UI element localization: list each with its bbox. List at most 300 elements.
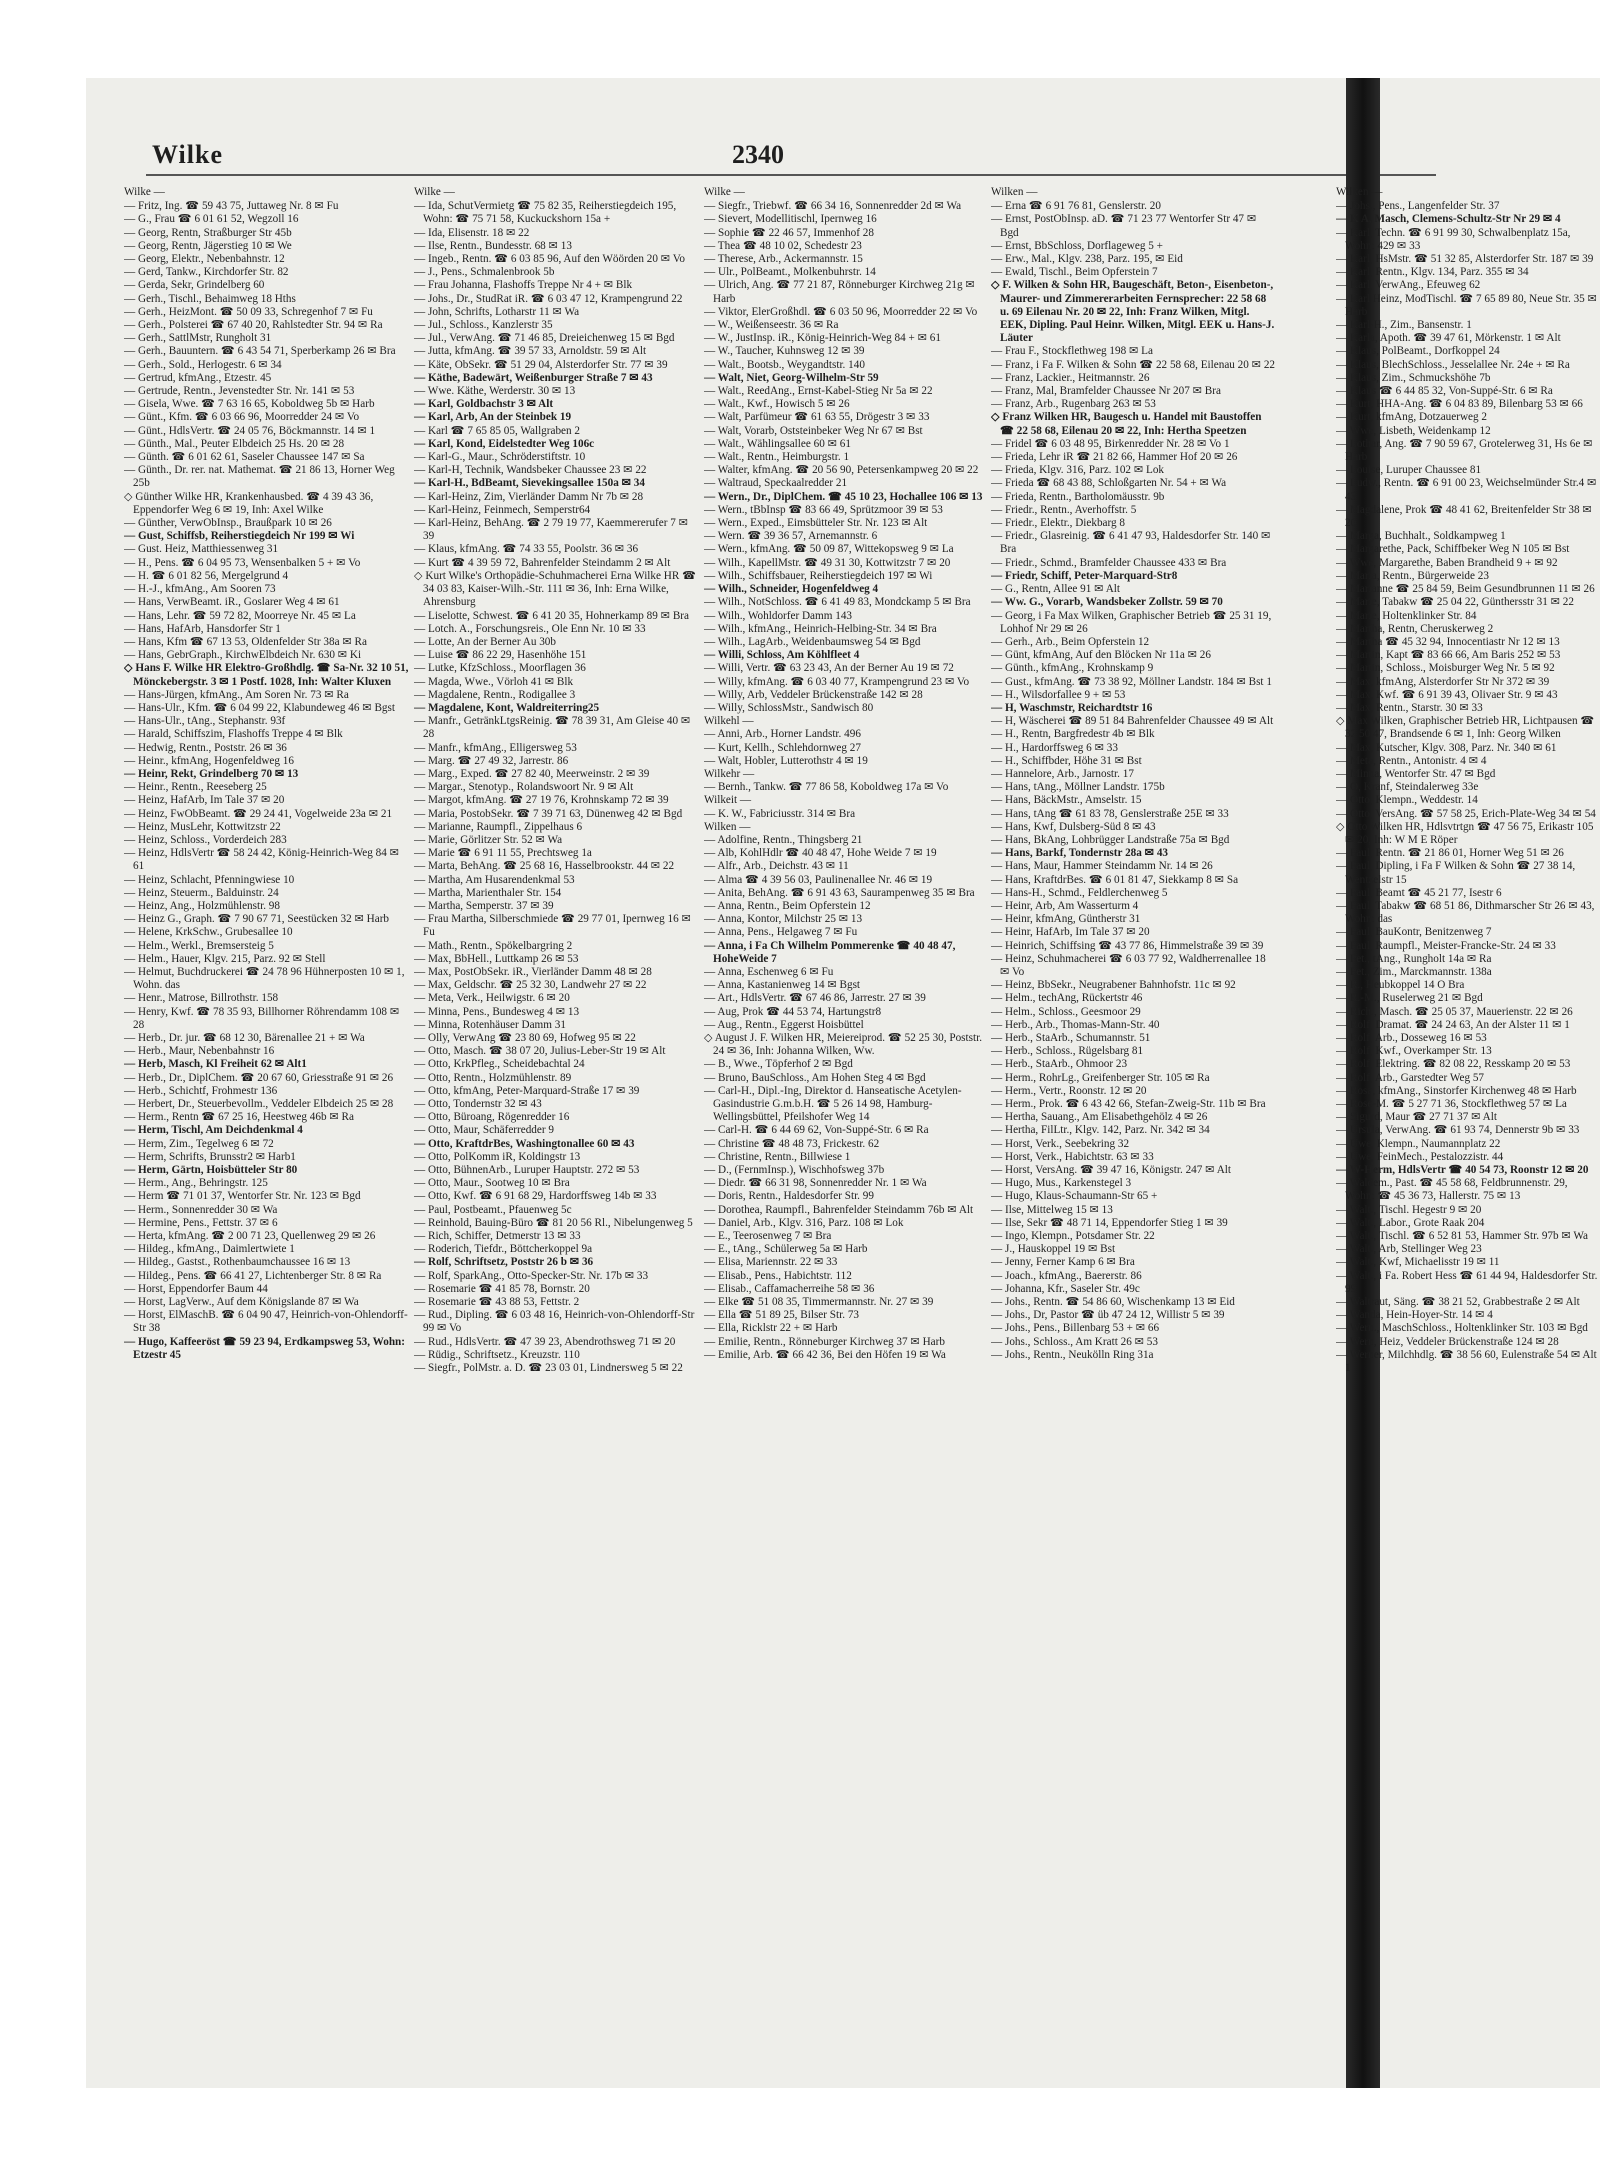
directory-entry: — Otto, VersAng. ☎ 57 58 25, Erich-Plate-Weg 34 ✉ 54 xyxy=(1336,807,1596,820)
directory-entry: — Walt., Rentn., Heimburgstr. 1 xyxy=(704,451,850,464)
directory-entry: Wilkeit — xyxy=(704,794,752,807)
directory-entry: — Karl-Heinz, Zim, Vierländer Damm Nr 7b ✉ 28 xyxy=(414,490,644,503)
directory-entry: — Henry, Kwf. ☎ 78 35 93, Billhorner Röhrendamm 108 ✉ 28 xyxy=(124,1005,400,1031)
directory-entry: — Hans-Ulr., tAng., Stephanstr. 93f xyxy=(124,715,286,728)
directory-entry: — Herb., Dr. jur. ☎ 68 12 30, Bärenallee 21 + ✉ Wa xyxy=(124,1032,365,1044)
directory-entry: — Anna, Rentn., Beim Opferstein 12 xyxy=(704,899,871,912)
directory-entry: — Gerda, Sekr, Grindelberg 60 xyxy=(124,279,265,292)
directory-page xyxy=(86,78,1600,2088)
directory-entry: — K A, Masch, Clemens-Schultz-Str Nr 29 ✉ 4 xyxy=(1336,213,1561,226)
directory-entry: — Rolf, Elektring. ☎ 82 08 22, Resskamp 20 ✉ 53 xyxy=(1336,1058,1571,1071)
directory-entry: — E., tAng., Schülerweg 5a ✉ Harb xyxy=(704,1243,868,1256)
directory-entry: — Fridel ☎ 6 03 48 95, Birkenredder Nr. 28 ✉ Vo 1 xyxy=(991,437,1230,450)
directory-entry: — Hildeg., Gastst., Rothenbaumchaussee 16 ✉ 13 xyxy=(124,1256,351,1269)
directory-entry: — Marg. ☎ 27 49 32, Jarrestr. 86 xyxy=(414,754,569,767)
directory-entry: — Alb, KohlHdlr ☎ 40 48 47, Hohe Weide 7 ✉ 19 xyxy=(704,847,937,860)
directory-entry: — Karl-Heinz, BehAng. ☎ 2 79 19 77, Kaemmererufer 7 ✉ 39 xyxy=(414,517,689,543)
directory-entry: — Helm., Schloss., Geesmoor 29 xyxy=(991,1005,1141,1018)
directory-entry: — Karla, Apoth. ☎ 39 47 61, Mörkenstr. 1 ✉ Alt xyxy=(1336,332,1561,345)
directory-entry: — Magdalene, Kont, Waldreiterring25 xyxy=(414,701,600,714)
directory-entry: — Georg, Rentn, Jägerstieg 10 ✉ We xyxy=(124,239,292,252)
directory-entry: — Fritz, Ing. ☎ 59 43 75, Juttaweg Nr. 8 ✉ Fu xyxy=(124,200,339,213)
directory-entry: — Karl, Rentn., Klgv. 134, Parz. 355 ✉ 34 xyxy=(1336,266,1529,279)
directory-entry: — Anna, i Fa Ch Wilhelm Pommerenke ☎ 40 48 47, HoheWeide 7 xyxy=(704,939,956,965)
directory-entry: — Walt, Hobler, Lutterothstr 4 ✉ 19 xyxy=(704,754,868,767)
directory-entry: — Käthe, Badewärt, Weißenburger Straße 7 ✉ 43 xyxy=(414,371,653,384)
directory-entry: — Johs., Pens., Billenbarg 53 + ✉ 66 xyxy=(991,1322,1160,1335)
directory-entry: — Hans, Kfm ☎ 67 13 53, Oldenfelder Str 38a ✉ Ra xyxy=(124,635,367,648)
directory-entry: — Herbert, Dr., Steuerbevollm., Veddeler Elbdeich 25 ✉ 28 xyxy=(124,1098,394,1111)
directory-entry: — Günth., Mal., Peuter Elbdeich 25 Hs. 20 ✉ 28 xyxy=(124,437,345,450)
directory-entry: — Otto, Masch. ☎ 38 07 20, Julius-Leber-Str 19 ✉ Alt xyxy=(414,1045,666,1058)
directory-entry: — Ingo, Klempn., Potsdamer Str. 22 xyxy=(991,1230,1155,1243)
directory-entry: — Manfr., kfmAng., Elligersweg 53 xyxy=(414,741,577,754)
directory-entry: — Max, Rentn., Starstr. 30 ✉ 33 xyxy=(1336,701,1483,714)
directory-entry: — Günth. ☎ 6 01 62 61, Saseler Chaussee 147 ✉ Sa xyxy=(124,451,365,464)
directory-entry: — Heinz G., Graph. ☎ 7 90 67 71, Seestücken 32 ✉ Harb xyxy=(124,913,390,926)
directory-entry: — Karl, Goldbachstr 3 ✉ Alt xyxy=(414,398,554,411)
directory-entry: — Elisab., Pens., Habichtstr. 112 xyxy=(704,1269,852,1282)
directory-entry: — Ludw., Rentn. ☎ 6 91 00 23, Weichselmünder Str.4 ✉ 43 xyxy=(1336,477,1597,503)
directory-entry: — Wilh., LagArb., Weidenbaumsweg 54 ✉ Bgd xyxy=(704,635,921,648)
directory-entry: — Erna ☎ 6 91 76 81, Genslerstr. 20 xyxy=(991,200,1161,213)
directory-entry: — Harald, Schiffszim, Flashoffs Treppe 4 ✉ Blk xyxy=(124,728,343,741)
directory-entry: — Hans, Lehr. ☎ 59 72 82, Moorreye Nr. 45 ✉ La xyxy=(124,609,356,622)
directory-entry: Wilken — xyxy=(704,820,751,833)
column-3 xyxy=(704,186,989,2066)
directory-entry: — Rosa, kfmAng., Sinstorfer Kirchenweg 48 ✉ Harb xyxy=(1336,1084,1577,1097)
directory-entry: — Margar., Stenotyp., Rolandswoort Nr. 9 ✉ Alt xyxy=(414,781,634,794)
directory-entry: — W., JustInsp. iR., König-Heinrich-Weg 84 + ✉ 61 xyxy=(704,332,941,345)
directory-entry: — Max, kfmAng, Alsterdorfer Str Nr 372 ✉ 39 xyxy=(1336,675,1550,688)
directory-entry: — D., (FernmInsp.), Wischhofsweg 37b xyxy=(704,1164,885,1177)
directory-entry: — Herm ☎ 71 01 37, Wentorfer Str. Nr. 123 ✉ Bgd xyxy=(124,1190,361,1203)
directory-entry: — Günt, kfmAng, Auf den Blöcken Nr 11a ✉ 26 xyxy=(991,649,1211,662)
directory-entry: — Hans, Barkf, Tondernstr 28a ✉ 43 xyxy=(991,847,1169,860)
directory-entry: — Karl, Kond, Eidelstedter Weg 106c xyxy=(414,437,595,450)
directory-entry: — E., Teerosenweg 7 ✉ Bra xyxy=(704,1230,832,1243)
directory-entry: — Magdalene, Prok ☎ 48 41 62, Breitenfelder Str 38 ✉ 20 xyxy=(1336,503,1592,530)
directory-entry: — R., Heubkoppel 14 O Bra xyxy=(1336,979,1465,992)
directory-entry: — Henr., Matrose, Billrothstr. 158 xyxy=(124,992,279,1005)
column-head: Wilken — xyxy=(1336,186,1383,198)
directory-entry: — R.-M., Ruselerweg 21 ✉ Bgd xyxy=(1336,992,1483,1005)
directory-entry: ◇ Franz Wilken HR, Baugesch u. Handel mit Baustoffen ☎ 22 58 68, Eilenau 20 ✉ 22, Inh: Hertha Speetzen xyxy=(991,411,1262,437)
directory-entry: — Käte, ObSekr. ☎ 51 29 04, Alsterdorfer Str. 77 ✉ 39 xyxy=(414,358,668,371)
directory-entry: — Marie, Tabakw ☎ 25 04 22, Günthersstr 31 ✉ 22 xyxy=(1336,596,1574,609)
directory-entry: — Ella ☎ 51 89 25, Bilser Str. 73 xyxy=(704,1309,860,1322)
directory-entry: — Uwe, FeinMech., Pestalozzistr. 44 xyxy=(1336,1150,1504,1163)
directory-entry: — Christine ☎ 48 48 73, Frickestr. 62 xyxy=(704,1137,880,1150)
directory-entry: — J., Hauskoppel 19 ✉ Bst xyxy=(991,1243,1116,1256)
directory-entry: — Aug., Rentn., Eggerst Hoisbüttel xyxy=(704,1018,864,1031)
directory-entry: — Franz, Mal, Bramfelder Chaussee Nr 207 ✉ Bra xyxy=(991,385,1221,398)
directory-entry: — Siegfr., Triebwf. ☎ 66 34 16, Sonnenredder 2d ✉ Wa xyxy=(704,200,962,213)
directory-entry: — Walt., Kwf, Michaelisstr 19 ✉ 11 xyxy=(1336,1256,1500,1269)
directory-entry: — Ida, SchutVermietg ☎ 75 82 35, Reiherstiegdeich 195, Wohn: ☎ 75 71 58, Kuckuckshorn 15a + xyxy=(414,200,677,226)
directory-entry: — Gisela, Wwe. ☎ 7 63 16 65, Koboldweg 5b ✉ Harb xyxy=(124,398,375,411)
directory-entry: — Hedwig, Rentn., Poststr. 26 ✉ 36 xyxy=(124,741,287,754)
directory-entry: — Heinz, BbSekr., Neugrabener Bahnhofstr. 11c ✉ 92 xyxy=(991,979,1236,992)
directory-entry: — Marg., Exped. ☎ 27 82 40, Meerweinstr. 2 ✉ 39 xyxy=(414,767,650,780)
directory-entry: — Karl, VerwAng., Efeuweg 62 xyxy=(1336,279,1481,292)
directory-entry: — Roderich, Tiefdr., Böttcherkoppel 9a xyxy=(414,1243,593,1256)
directory-entry: — Walt., ReedAng., Ernst-Kabel-Stieg Nr 5a ✉ 22 xyxy=(704,385,933,398)
directory-entry: — H. ☎ 6 01 82 56, Mergelgrund 4 xyxy=(124,569,289,582)
directory-entry: — Waltraud, Speckaalredder 21 xyxy=(704,477,848,490)
directory-entry: — Wilh., Schiffsbauer, Reiherstiegdeich 197 ✉ Wi xyxy=(704,569,933,582)
directory-entry: — Heinz, MusLehr, Kottwitzstr 22 xyxy=(124,820,281,833)
directory-entry: — W., Taucher, Kuhnsweg 12 ✉ 39 xyxy=(704,345,865,358)
directory-entry: — Ida, Elisenstr. 18 ✉ 22 xyxy=(414,226,530,239)
directory-entry: — Meta, Rentn., Antonistr. 4 ✉ 4 xyxy=(1336,754,1487,767)
directory-entry: — Werner, Milchhdlg. ☎ 38 56 60, Eulenstraße 54 ✉ Alt 1 xyxy=(1336,1348,1597,1375)
directory-entry: — Hans, HafArb, Hansdorfer Str 1 xyxy=(124,622,281,635)
column-head: Wilken — xyxy=(991,186,1038,198)
directory-entry: — Otto, Klempn., Weddestr. 14 xyxy=(1336,794,1478,807)
directory-entry: — Georg, i Fa Max Wilken, Graphischer Betrieb ☎ 25 31 19, Lohhof Nr 29 ✉ 26 xyxy=(991,609,1272,635)
directory-entry: — Kurt, HHA-Ang. ☎ 6 04 83 89, Bilenbarg 53 ✉ 66 xyxy=(1336,398,1583,411)
directory-entry: — Kurt ☎ 4 39 59 72, Bahrenfelder Steindamm 2 ✉ Alt xyxy=(414,556,671,569)
directory-entry: — Gust. Heiz, Matthiessenweg 31 xyxy=(124,543,279,556)
page-number: 2340 xyxy=(732,140,784,169)
directory-entry: — Herm, Schrifts, Brunsstr2 ✉ Harb1 xyxy=(124,1150,296,1163)
directory-entry: — Herb., StaArb., Schumannstr. 51 xyxy=(991,1032,1151,1044)
directory-entry: — Walt., Bootsb., Weygandtstr. 140 xyxy=(704,358,865,371)
directory-entry: — Rich., Masch. ☎ 25 05 37, Mauerienstr. 22 ✉ 26 xyxy=(1336,1005,1573,1018)
directory-entry: — Gerh., HeizMont. ☎ 50 09 33, Schregenhof 7 ✉ Fu xyxy=(124,305,373,318)
directory-entry: — Hildeg., Pens. ☎ 66 41 27, Lichtenberger Str. 8 ✉ Ra xyxy=(124,1269,382,1282)
directory-entry: — Hans, GebrGraph., KirchwElbdeich Nr. 630 ✉ Ki xyxy=(124,649,362,662)
directory-entry: — Max, PostObSekr. iR., Vierländer Damm 48 ✉ 28 xyxy=(414,965,652,978)
directory-entry: — Emilie, Arb. ☎ 66 42 36, Bei den Höfen 19 ✉ Wa xyxy=(704,1348,946,1361)
directory-entry: — Hans, KraftdrBes. ☎ 6 01 81 47, Siekkamp 8 ✉ Sa xyxy=(991,873,1239,886)
directory-entry: — Maria, Rentn., Bürgerweide 23 xyxy=(1336,569,1489,582)
directory-entry: — Friedr., Rentn., Averhoffstr. 5 xyxy=(991,503,1137,516)
directory-entry: — Paul, Beamt ☎ 45 21 77, Isestr 6 xyxy=(1336,886,1502,899)
directory-entry: — Herm., Prok. ☎ 6 43 42 66, Stefan-Zweig-Str. 11b ✉ Bra xyxy=(991,1098,1266,1111)
directory-entry: — Frieda, Rentn., Bartholomäusstr. 9b xyxy=(991,490,1165,503)
directory-entry: — Thea ☎ 48 10 02, Schedestr 23 xyxy=(704,239,862,252)
directory-entry: — Karl Heinz, ModTischl. ☎ 7 65 89 80, Neue Str. 35 ✉ Harb xyxy=(1336,292,1597,318)
directory-entry: — Rolf, Arb., Dosseweg 16 ✉ 53 xyxy=(1336,1032,1487,1044)
directory-entry: — Friedr., Elektr., Diekbarg 8 xyxy=(991,517,1126,530)
directory-entry: — Louise, Luruper Chaussee 81 xyxy=(1336,464,1482,477)
directory-entry: — Herb., StaArb., Ohmoor 23 xyxy=(991,1058,1128,1071)
directory-entry: — Walt, Vorarb, Oststeinbeker Weg Nr 67 ✉ Bst xyxy=(704,424,923,437)
directory-entry: — Bruno, BauSchloss., Am Hohen Steg 4 ✉ Bgd xyxy=(704,1071,926,1084)
directory-entry: — Max, Kutscher, Klgv. 308, Parz. Nr. 340 ✉ 61 xyxy=(1336,741,1557,754)
directory-entry: — Günt., HdlsVertr. ☎ 24 05 76, Böckmannstr. 14 ✉ 1 xyxy=(124,424,376,437)
directory-entry: — H., Hardorffsweg 6 ✉ 33 xyxy=(991,741,1118,754)
directory-entry: — Anna, Kastanienweg 14 ✉ Bgst xyxy=(704,979,861,992)
directory-entry: — Sigurd, Maur ☎ 27 71 37 ✉ Alt xyxy=(1336,1111,1497,1124)
directory-entry: — Carl-H. ☎ 6 44 69 62, Von-Suppé-Str. 6 ✉ Ra xyxy=(704,1124,929,1137)
directory-entry: — Ewald, Tischl., Beim Opferstein 7 xyxy=(991,266,1158,279)
directory-entry: — Otto, KrkPfleg., Scheidebachtal 24 xyxy=(414,1058,585,1071)
directory-entry: — Elisab., Caffamacherreihe 58 ✉ 36 xyxy=(704,1282,875,1295)
directory-entry: — Wwe, Margarethe, Baben Brandheid 9 + ✉ 92 xyxy=(1336,556,1558,569)
directory-entry: — Hans-Ulr., Kfm. ☎ 6 04 99 22, Klabundeweg 46 ✉ Bgst xyxy=(124,701,395,714)
directory-entry: — Otto, KraftdrBes, Washingtonallee 60 ✉ 43 xyxy=(414,1137,635,1150)
directory-entry: — Frau Johanna, Flashoffs Treppe Nr 4 + ✉ Blk xyxy=(414,279,633,292)
directory-entry: — Hertha, Sauang., Am Elisabethgehölz 4 ✉ 26 xyxy=(991,1111,1208,1124)
directory-entry: — Joach., kfmAng., Baererstr. 86 xyxy=(991,1269,1142,1282)
directory-entry: — Ulrich, Ang. ☎ 77 21 87, Rönneburger Kirchweg 21g ✉ Harb xyxy=(704,279,975,305)
directory-entry: — Alfr., Arb., Deichstr. 43 ✉ 11 xyxy=(704,860,849,873)
directory-entry: — Rüdig., Schriftsetz., Kreuzstr. 110 xyxy=(414,1348,580,1361)
directory-entry: — Johs., Pens., Langenfelder Str. 37 xyxy=(1336,200,1500,213)
column-head: Wilke — xyxy=(704,186,745,198)
directory-entry: — Luise ☎ 86 22 29, Hasenhöhe 151 xyxy=(414,649,587,662)
directory-entry: — Karl-H., Zim., Bansenstr. 1 xyxy=(1336,319,1472,332)
directory-entry: — Bernh., Tankw. ☎ 77 86 58, Koboldweg 17a ✉ Vo xyxy=(704,781,949,794)
directory-entry: — Anita, BehAng. ☎ 6 91 43 63, Saurampenweg 35 ✉ Bra xyxy=(704,886,975,899)
directory-entry: — Rud., HdlsVertr. ☎ 47 39 23, Abendrothsweg 71 ✉ 20 xyxy=(414,1335,676,1348)
directory-entry: — Paul, Postbeamt., Pfauenweg 5c xyxy=(414,1203,572,1216)
directory-entry: — Ursula, VerwAng. ☎ 61 93 74, Dennerstr 9b ✉ 33 xyxy=(1336,1124,1580,1137)
directory-entry: — Johs., Rentn., Neukölln Ring 31a xyxy=(991,1348,1154,1361)
directory-entry: — Gust, Schiffsb, Reiherstiegdeich Nr 199 ✉ Wi xyxy=(124,530,355,543)
directory-entry: — Erw., Mal., Klgv. 238, Parz. 195, ✉ Eid xyxy=(991,253,1183,266)
directory-entry: — Hugo, Kaffeeröst ☎ 59 23 94, Erdkampsweg 53, Wohn: Etzestr 45 xyxy=(124,1335,405,1361)
directory-entry: — Lothar, Ang. ☎ 7 90 59 67, Grotelerweg 31, Hs 6e ✉ Harb xyxy=(1336,437,1593,464)
directory-entry: — Paul, Dipling, i Fa F Wilken & Sohn ☎ 27 38 14, Wentzelstr 15 xyxy=(1336,860,1576,886)
directory-entry: — Wern. ☎ 39 36 57, Arnemannstr. 6 xyxy=(704,530,878,543)
directory-entry: — Math., Rentn., Spökelbargring 2 xyxy=(414,939,573,952)
directory-entry: — Uwe, Klempn., Naumannplatz 22 xyxy=(1336,1137,1501,1150)
directory-entry: — W., Weißenseestr. 36 ✉ Ra xyxy=(704,319,839,332)
directory-entry: — Otto, Maur, Schäferredder 9 xyxy=(414,1124,554,1137)
directory-entry: — Klaus ☎ 6 44 85 32, Von-Suppé-Str. 6 ✉ Ra xyxy=(1336,385,1553,398)
directory-entry: — Helm., techAng, Rückertstr 46 xyxy=(991,992,1143,1005)
directory-entry: — Walt., Labor., Grote Raak 204 xyxy=(1336,1216,1485,1229)
directory-entry: — Max, Kwf. ☎ 6 91 39 43, Olivaer Str. 9 ✉ 43 xyxy=(1336,688,1558,701)
directory-entry: — Johs., Rentn. ☎ 54 86 60, Wischenkamp 13 ✉ Eid xyxy=(991,1296,1235,1309)
directory-entry: — Gerh., Polsterei ☎ 67 40 20, Rahlstedter Str. 94 ✉ Ra xyxy=(124,319,383,332)
directory-entry: — Elke ☎ 51 08 35, Timmermannstr. Nr. 27 ✉ 39 xyxy=(704,1296,934,1309)
directory-entry: Wilkehr — xyxy=(704,767,755,780)
directory-entry: — Horst, ElMaschB. ☎ 6 04 90 47, Heinrich-von-Ohlendorff-Str 38 xyxy=(124,1309,408,1335)
directory-entry: — H., Rentn, Bargfredestr 4b ✉ Blk xyxy=(991,728,1155,741)
directory-entry: — Willi, Vertr. ☎ 63 23 43, An der Berner Au 19 ✉ 72 xyxy=(704,662,954,675)
directory-entry: — Franz, Arb., Rugenbarg 263 ✉ 53 xyxy=(991,398,1156,411)
directory-entry: — Herb., Dr., DiplChem. ☎ 20 67 60, Griesstraße 91 ✉ 26 xyxy=(124,1071,394,1084)
directory-entry: — Georg, Elektr., Nebenbahnstr. 12 xyxy=(124,253,285,266)
directory-entry: — Wern., kfmAng. ☎ 50 09 87, Wittekopsweg 9 ✉ La xyxy=(704,543,954,556)
directory-entry: — Herm., Vertr., Roonstr. 12 ✉ 20 xyxy=(991,1084,1147,1097)
directory-entry: — Heinz, Steuerm., Balduinstr. 24 xyxy=(124,886,279,899)
directory-entry: — Sievert, Modellitischl, Ipernweg 16 xyxy=(704,213,877,226)
directory-entry: — Friedr., Glasreinig. ☎ 6 41 47 93, Haldesdorfer Str. 140 ✉ Bra xyxy=(991,530,1271,556)
directory-entry: Wilkehl — xyxy=(704,715,754,728)
directory-entry: — Karl-Heinz, Feinmech, Semperstr64 xyxy=(414,503,591,516)
directory-entry: — Reinhold, Bauing-Büro ☎ 81 20 56 Rl., Nibelungenweg 5 xyxy=(414,1216,693,1229)
directory-entry: ◇ August J. F. Wilken HR, Meiereiprod. ☎ 52 25 30, Poststr. 24 ✉ 36, Inh: Johanna Wilken, Ww. xyxy=(704,1032,982,1058)
directory-entry: — Ww. G., Vorarb, Wandsbeker Zollstr. 59 ✉ 70 xyxy=(991,596,1223,609)
directory-entry: — Heinr, kfmAng, Güntherstr 31 xyxy=(991,913,1141,926)
directory-entry: — Karl-H, Technik, Wandsbeker Chaussee 23 ✉ 22 xyxy=(414,464,647,477)
directory-entry: — Kurt, Kellh., Schlehdornweg 27 xyxy=(704,741,861,754)
directory-entry: — Diedr. ☎ 66 31 98, Sonnenredder Nr. 1 ✉ Wa xyxy=(704,1177,927,1190)
directory-entry: — Ernst, PostObInsp. aD. ☎ 71 23 77 Wentorfer Str 47 ✉ Bgd xyxy=(991,213,1257,239)
directory-entry: — Jutta, kfmAng. ☎ 39 57 33, Arnoldstr. 59 ✉ Alt xyxy=(414,345,647,358)
directory-entry: — Herb., Maur, Nebenbahnstr 16 xyxy=(124,1045,275,1058)
directory-entry: — Martha, Am Husarendenkmal 53 xyxy=(414,873,575,886)
directory-entry: ◇ Günther Wilke HR, Krankenhausbed. ☎ 4 39 43 36, Eppendorfer Weg 6 ✉ 19, Inh: Axel Wilke xyxy=(124,490,374,516)
directory-entry: — Frieda, Klgv. 316, Parz. 102 ✉ Lok xyxy=(991,464,1165,477)
directory-entry: — Art., HdlsVertr. ☎ 67 46 86, Jarrestr. 27 ✉ 39 xyxy=(704,992,926,1005)
directory-entry: — Walter, kfmAng. ☎ 20 56 90, Petersenkampweg 20 ✉ 22 xyxy=(704,464,979,477)
directory-entry: — H, Wäscherei ☎ 89 51 84 Bahrenfelder Chaussee 49 ✉ Alt xyxy=(991,715,1274,728)
directory-entry: — Otto, Kwf. ☎ 6 91 68 29, Hardorffsweg 14b ✉ 33 xyxy=(414,1190,657,1203)
directory-entry: — Walt, Parfümeur ☎ 61 63 55, Drögestr 3 ✉ 33 xyxy=(704,411,930,424)
directory-entry: — Klaus, PolBeamt., Dorfkoppel 24 xyxy=(1336,345,1500,358)
directory-entry: — Otto, kfmAng, Peter-Marquard-Straße 17 ✉ 39 xyxy=(414,1084,640,1097)
directory-entry: — Hans, Kwf, Dulsberg-Süd 8 ✉ 43 xyxy=(991,820,1156,833)
directory-entry: — Frieda, Lehr iR ☎ 21 82 66, Hammer Hof 20 ✉ 26 xyxy=(991,451,1238,464)
directory-entry: — Heinz, Schlacht, Pfenningwiese 10 xyxy=(124,873,295,886)
directory-entry: — Kurt, kfmAng, Dotzauerweg 2 xyxy=(1336,411,1487,424)
directory-entry: — Gust., kfmAng. ☎ 73 38 92, Möllner Landstr. 184 ✉ Bst 1 xyxy=(991,675,1272,688)
directory-entry: — Karl, Arb, An der Steinbek 19 xyxy=(414,411,572,424)
directory-entry: — Paul, Raumpfl., Meister-Francke-Str. 24 ✉ 33 xyxy=(1336,939,1556,952)
directory-entry: — Anna, Eschenweg 6 ✉ Fu xyxy=(704,965,834,978)
directory-entry: — Walt., i Fa. Robert Hess ☎ 61 44 94, Haldesdorfer Str. 99 xyxy=(1336,1269,1598,1295)
directory-entry: — Karl-H., BdBeamt, Sievekingsallee 150a ✉ 34 xyxy=(414,477,645,490)
directory-entry: — H., Pens. ☎ 6 04 95 73, Wensenbalken 5 + ✉ Vo xyxy=(124,556,361,569)
directory-entry: — Rich, Schiffer, Detmerstr 13 ✉ 33 xyxy=(414,1230,581,1243)
directory-entry: — Wilh., NotSchloss. ☎ 6 41 49 83, Mondckamp 5 ✉ Bra xyxy=(704,596,971,609)
directory-entry: ◇ F. Wilken & Sohn HR, Baugeschäft, Beton-, Eisenbeton-, Maurer- und Zimmererarbeiten Fernsprecher: 22 58 68 u. 69 Eilenau Nr. 20 ✉ 22, Inh: Franz Wilken, Mitgl. EEK, Dipling. Paul Heinr. Wilken, Mitgl. EEK u. Hans-J. Läuter xyxy=(991,279,1275,345)
directory-entry: — Karl-G., Maur., Schröderstiftstr. 10 xyxy=(414,451,586,464)
directory-entry: — Minna, Pens., Bundesweg 4 ✉ 13 xyxy=(414,1005,580,1018)
directory-entry: — Hans, tAng ☎ 61 83 78, Genslerstraße 25E ✉ 33 xyxy=(991,807,1229,820)
directory-entry: — Herb., Arb., Thomas-Mann-Str. 40 xyxy=(991,1018,1160,1031)
directory-entry: — Klaus, kfmAng. ☎ 74 33 55, Poolstr. 36 ✉ 36 xyxy=(414,543,639,556)
directory-entry: — Horst, VersAng. ☎ 39 47 16, Königstr. 247 ✉ Alt xyxy=(991,1164,1232,1177)
directory-entry: — Gerh., Bauuntern. ☎ 6 43 54 71, Sperberkamp 26 ✉ Bra xyxy=(124,345,396,358)
directory-entry: — Hildeg., kfmAng., Daimlertwiete 1 xyxy=(124,1243,295,1256)
directory-entry: — Siegfr., PolMstr. a. D. ☎ 23 03 01, Lindnersweg 5 ✉ 22 xyxy=(414,1362,683,1375)
directory-entry: — Olly, VerwAng ☎ 23 80 69, Hofweg 95 ✉ 22 xyxy=(414,1032,636,1044)
directory-entry: — Hugo, Klaus-Schaumann-Str 65 + xyxy=(991,1190,1158,1203)
directory-entry: — Helm., Werkl., Bremsersteig 5 xyxy=(124,939,274,952)
directory-entry: — O, Kranf, Steindalerweg 33e xyxy=(1336,781,1479,794)
directory-entry: — Wern, Heiz, Veddeler Brückenstraße 124 ✉ 28 xyxy=(1336,1335,1559,1348)
directory-entry: — Aug, Prok ☎ 44 53 74, Hartungstr8 xyxy=(704,1005,882,1018)
directory-entry: — Marianne ☎ 25 84 59, Beim Gesundbrunnen 11 ✉ 26 xyxy=(1336,583,1595,596)
directory-entry: — W-Herm, HdlsVertr ☎ 40 54 73, Roonstr 12 ✉ 20 xyxy=(1336,1164,1589,1177)
directory-entry: — Günth., kfmAng., Krohnskamp 9 xyxy=(991,662,1154,675)
directory-entry: — Karl, HsMstr. ☎ 51 32 85, Alsterdorfer Str. 187 ✉ 39 xyxy=(1336,253,1594,266)
directory-entry: — B., Wwe., Töpferhof 2 ✉ Bgd xyxy=(704,1058,853,1071)
directory-entry: — Marianne, Raumpfl., Zippelhaus 6 xyxy=(414,820,583,833)
directory-entry: — Maria, PostobSekr. ☎ 7 39 71 63, Dünenweg 42 ✉ Bgd xyxy=(414,807,683,820)
directory-entry: — Hans-Jürgen, kfmAng., Am Soren Nr. 73 ✉ Ra xyxy=(124,688,349,701)
directory-entry: — Anna, Kontor, Milchstr 25 ✉ 13 xyxy=(704,913,863,926)
directory-entry: — Martha, Rentn, Cheruskerweg 2 xyxy=(1336,622,1494,635)
directory-entry: — Ilse, Mittelweg 15 ✉ 13 xyxy=(991,1203,1113,1216)
directory-entry: — Jul., VerwAng. ☎ 71 46 85, Dreieichenweg 15 ✉ Bgd xyxy=(414,332,675,345)
directory-entry: — Martha ☎ 45 32 94, Innocentiastr Nr 12 ✉ 13 xyxy=(1336,635,1560,648)
column-head: Wilke — xyxy=(414,186,455,198)
directory-entry: — Minna, Wentorfer Str. 47 ✉ Bgd xyxy=(1336,767,1496,780)
directory-entry: ◇ Hans F. Wilke HR Elektro-Großhdlg. ☎ Sa-Nr. 32 10 51, Mönckebergstr. 3 ✉ 1 Postf. 1028, Inh: Walter Kluxen xyxy=(124,662,409,688)
directory-entry: — Walt., Kwf., Howisch 5 ✉ 26 xyxy=(704,398,850,411)
directory-entry: ◇ Kurt Wilke's Orthopädie-Schuhmacherei Erna Wilke HR ☎ 34 03 83, Kaiser-Wilh.-Str. 111 ✉ 36, Inh: Erna Wilke, Ahrensburg xyxy=(414,569,697,609)
directory-entry: — Meta, Verk., Heilwigstr. 6 ✉ 20 xyxy=(414,992,570,1005)
directory-entry: — Paul, Rentn. ☎ 21 86 01, Horner Weg 51 ✉ 26 xyxy=(1336,847,1564,860)
directory-entry: — Klaus, Zim., Schmuckshöhe 7b xyxy=(1336,371,1491,384)
directory-entry: — Lotte, An der Berner Au 30b xyxy=(414,635,556,648)
directory-entry: — Gertrude, Rentn., Jevenstedter Str. Nr. 141 ✉ 53 xyxy=(124,385,355,398)
directory-entry: — Heinz, Ang., Holzmühlenstr. 98 xyxy=(124,899,280,912)
directory-entry: — Hans, tAng., Möllner Landstr. 175b xyxy=(991,781,1165,794)
directory-entry: — Friedr., Schmd., Bramfelder Chaussee 433 ✉ Bra xyxy=(991,556,1227,569)
directory-entry: — Willi, Schloss, Am Köhlfleet 4 xyxy=(704,649,860,662)
directory-entry: — Rolf, SparkAng., Otto-Specker-Str. Nr. 17b ✉ 33 xyxy=(414,1269,649,1282)
directory-entry: — Ilse, Rentn., Bundesstr. 68 ✉ 13 xyxy=(414,239,572,252)
directory-entry: — Helmut, Buchdruckerei ☎ 24 78 96 Hühnerposten 10 ✉ 1, Wohn. das xyxy=(124,965,405,992)
directory-entry: — Jenny, Ferner Kamp 6 ✉ Bra xyxy=(991,1256,1135,1269)
directory-entry: — Otto, Büroang, Rögenredder 16 xyxy=(414,1111,570,1124)
directory-entry: — Otto, Maur., Sootweg 10 ✉ Bra xyxy=(414,1177,570,1190)
directory-entry: — Marga, Buchhalt., Soldkampweg 1 xyxy=(1336,530,1506,543)
directory-entry: — Ernst, BbSchloss, Dorflageweg 5 + xyxy=(991,239,1163,252)
directory-entry: — Herm, Tischl, Am Deichdenkmal 4 xyxy=(124,1124,303,1137)
directory-entry: — Rolf, Dramat. ☎ 24 24 63, An der Alster 11 ✉ 1 xyxy=(1336,1018,1570,1031)
directory-entry: — Liselotte, Schwest. ☎ 6 41 20 35, Hohnerkamp 89 ✉ Bra xyxy=(414,609,689,622)
directory-entry: — Rolf, Arb., Garstedter Weg 57 xyxy=(1336,1071,1485,1084)
directory-entry: — Walt., Arb, Stellinger Weg 23 xyxy=(1336,1243,1482,1256)
directory-entry: — Max, Geldschr. ☎ 25 32 30, Landwehr 27 ✉ 22 xyxy=(414,979,647,992)
directory-entry: — Heinz, HdlsVertr ☎ 58 24 42, König-Heinrich-Weg 84 ✉ 61 xyxy=(124,847,400,873)
directory-entry: — Anna, Pens., Helgaweg 7 ✉ Fu xyxy=(704,926,858,939)
directory-entry: — Alma ☎ 4 39 56 03, Paulinenallee Nr. 46 ✉ 19 xyxy=(704,873,933,886)
directory-entry: — Karl, Techn. ☎ 6 91 99 30, Schwalbenplatz 15a, Wohn: 429 ✉ 33 xyxy=(1336,226,1571,252)
directory-entry: — Margot, kfmAng. ☎ 27 19 76, Krohnskamp 72 ✉ 39 xyxy=(414,794,669,807)
directory-entry: — Wern., tBbInsp ☎ 83 66 49, Sprützmoor 39 ✉ 53 xyxy=(704,503,943,516)
directory-entry: — Otto, Tondernstr 32 ✉ 43 xyxy=(414,1098,542,1111)
directory-entry: — Daniel, Arb., Klgv. 316, Parz. 108 ✉ Lok xyxy=(704,1216,904,1229)
directory-entry: — Hans, BkAng, Lohbrügger Landstraße 75a ✉ Bgd xyxy=(991,833,1230,846)
directory-entry: — Wilh., Wohldorfer Damm 143 xyxy=(704,609,853,622)
directory-entry: — Christine, Rentn., Billwiese 1 xyxy=(704,1150,851,1163)
directory-entry: — Jul., Schloss., Kanzlerstr 35 xyxy=(414,319,553,332)
directory-entry: — Johs., Schloss., Am Kratt 26 ✉ 53 xyxy=(991,1335,1158,1348)
directory-entry: — Günth., Dr. rer. nat. Mathemat. ☎ 21 86 13, Horner Weg 25b xyxy=(124,464,395,490)
directory-entry: — Martha, Marienthaler Str. 154 xyxy=(414,886,562,899)
directory-entry: — Rose-M. ☎ 5 27 71 36, Stockflethweg 57 ✉ La xyxy=(1336,1098,1567,1111)
directory-entry: — Ilse, Sekr ☎ 48 71 14, Eppendorfer Stieg 1 ✉ 39 xyxy=(991,1216,1228,1229)
directory-entry: — Gerh., SattlMstr, Rungholt 31 xyxy=(124,332,272,345)
directory-entry: — Therese, Arb., Ackermannstr. 15 xyxy=(704,253,863,266)
directory-entry: — Manfr., GetränkLtgsReinig. ☎ 78 39 31, Am Gleise 40 ✉ 28 xyxy=(414,715,691,741)
column-4 xyxy=(991,186,1276,2066)
directory-entry: — Otto, PolKomm iR, Koldingstr 13 xyxy=(414,1150,581,1163)
column-1 xyxy=(124,186,409,2066)
directory-entry: — Dorothea, Raumpfl., Bahrenfelder Steindamm 76b ✉ Alt xyxy=(704,1203,974,1216)
directory-entry: — Rud., Dipling. ☎ 6 03 48 16, Heinrich-von-Ohlendorff-Str 99 ✉ Vo xyxy=(414,1309,695,1335)
directory-entry: — Willy, kfmAng. ☎ 6 03 40 77, Krampengrund 23 ✉ Vo xyxy=(704,675,970,688)
directory-entry: — Friedr, Schiff, Peter-Marquard-Str8 xyxy=(991,569,1178,582)
directory-entry: — Rosemarie ☎ 43 88 53, Fettstr. 2 xyxy=(414,1296,580,1309)
directory-entry: — Max, BbHell., Luttkamp 26 ✉ 53 xyxy=(414,952,579,965)
directory-entry: — John, Schrifts, Lotharstr 11 ✉ Wa xyxy=(414,305,580,318)
directory-entry: — Emilie, Rentn., Rönneburger Kirchweg 37 ✉ Harb xyxy=(704,1335,945,1348)
directory-entry: — Wilh., KapellMstr. ☎ 49 31 30, Kottwitzstr 7 ✉ 20 xyxy=(704,556,951,569)
